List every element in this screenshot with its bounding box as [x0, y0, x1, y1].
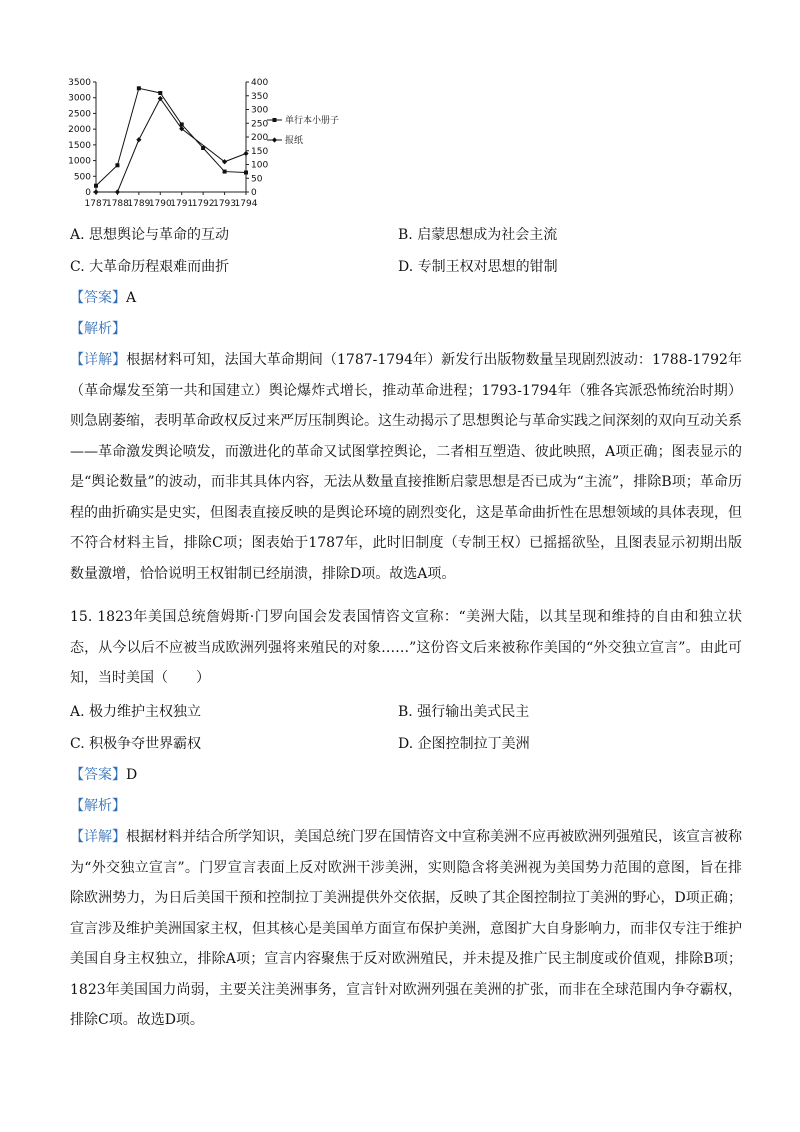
chart-series-lines	[96, 88, 246, 192]
q15-detail	[70, 822, 742, 1036]
series-1-point	[244, 171, 248, 175]
chart-markers	[93, 86, 248, 194]
right-tick-label: 300	[251, 105, 269, 116]
legend-label: 单行本小册子	[285, 116, 340, 126]
q14-detail-label: 【详解】	[70, 352, 127, 368]
left-tick-label: 1500	[68, 140, 91, 151]
series-2-point	[93, 189, 98, 194]
q14-option-a[interactable]: A. 思想舆论与革命的互动	[70, 227, 230, 243]
right-tick-label: 100	[251, 160, 269, 171]
series-2-point	[243, 151, 248, 156]
left-tick-label: 1000	[68, 156, 91, 167]
q14-answer-value: A	[126, 290, 137, 306]
right-tick-label: 0	[251, 188, 257, 198]
q15-answer	[70, 766, 137, 784]
x-tick-label: 1787	[84, 199, 108, 209]
x-tick-label: 1791	[170, 199, 194, 209]
q15-answer-label: 【答案】	[70, 767, 126, 783]
right-tick-label: 350	[251, 91, 269, 102]
x-tick-label: 1794	[234, 199, 258, 209]
left-tick-label: 2000	[68, 125, 91, 136]
right-tick-label: 250	[251, 119, 269, 130]
right-tick-label: 400	[251, 78, 269, 88]
right-tick-label: 50	[251, 174, 263, 185]
right-tick-label: 150	[251, 146, 269, 157]
q15-option-d[interactable]: D. 企图控制拉丁美洲	[398, 736, 530, 752]
q14-analysis-label: 【解析】	[70, 321, 126, 337]
q14-detail-text: 根据材料可知，法国大革命期间（1787-1794年）新发行出版物数量呈现剧烈波动：1788-1792年（革命爆发至第一共和国建立）舆论爆炸式增长，推动革命进程；1793-1794年（雅各宾派恐怖统治时期）则急剧萎缩，表明革命政权反过来严厉压制舆论。这生动揭示了思想舆论与革命实践之间深刻的双向互动关系——革命激发舆论喷发，而激进化的革命又试图掌控舆论，二者相互塑造、彼此映照，A项正确；图表显示的是“舆论数量”的波动，而非其具体内容，无法从数量直接推断启蒙思想是否已成为“主流”，排除B项；革命历程的曲折确实是史实，但图表直接反映的是舆论环境的剧烈变化，这是革命曲折性在思想领域的具体表现，但不符合材料主旨，排除C项；图表始于1787年，此时旧制度（专制王权）已摇摇欲坠，且图表显示初期出版数量激增，恰恰说明王权钳制已经崩溃，排除D项。故选A项。	[70, 352, 742, 582]
series-1-point	[180, 122, 184, 126]
q15-option-c[interactable]: C. 积极争夺世界霸权	[70, 736, 202, 752]
series-1-point	[115, 163, 119, 167]
legend-swatch-marker	[273, 118, 277, 122]
series-1-point	[223, 170, 227, 174]
series-2-point	[115, 189, 120, 194]
q15-answer-value: D	[126, 767, 138, 783]
left-tick-label: 2500	[68, 109, 91, 120]
q14-detail	[70, 345, 742, 589]
q15-option-a[interactable]: A. 极力维护主权独立	[70, 704, 202, 720]
chart-legend	[267, 114, 339, 146]
legend-swatch-marker	[272, 137, 277, 142]
left-tick-label: 500	[73, 172, 91, 183]
q14-answer-label: 【答案】	[70, 290, 126, 306]
series-1-point	[158, 91, 162, 95]
q14-option-b[interactable]: B. 启蒙思想成为社会主流	[398, 227, 558, 243]
x-tick-label: 1792	[191, 199, 215, 209]
q14-option-c[interactable]: C. 大革命历程艰难而曲折	[70, 259, 230, 275]
left-tick-label: 3000	[68, 93, 91, 104]
q15-stem: 15. 1823年美国总统詹姆斯·门罗向国会发表国情咨文宣称：“美洲大陆，以其呈现和维持的自由和独立状态，从今以后不应被当成欧洲列强将来殖民的对象……”这份咨文后来被称作美国的“外交独立宣言”。由此可知，当时美国（ ）	[70, 609, 742, 686]
publications-line-chart	[62, 72, 362, 222]
x-tick-label: 1793	[213, 199, 237, 209]
series-1-point	[137, 86, 141, 90]
q15-analysis-label: 【解析】	[70, 798, 126, 814]
q14-option-d[interactable]: D. 专制王权对思想的钳制	[398, 259, 558, 275]
series-2-point	[136, 137, 141, 142]
x-tick-label: 1790	[148, 199, 172, 209]
series-line-2	[96, 99, 246, 193]
x-tick-label: 1789	[127, 199, 151, 209]
q15-option-b[interactable]: B. 强行输出美式民主	[398, 704, 530, 720]
q14-answer	[70, 289, 136, 307]
left-tick-label: 0	[85, 188, 91, 198]
series-1-point	[94, 184, 98, 188]
chart-axes	[68, 78, 268, 209]
series-1-point	[201, 146, 205, 150]
right-tick-label: 200	[251, 133, 269, 143]
legend-label: 报纸	[285, 136, 304, 146]
q15-detail-label: 【详解】	[70, 829, 126, 845]
q15-detail-text: 根据材料并结合所学知识，美国总统门罗在国情咨文中宣称美洲不应再被欧洲列强殖民，该宣言被称为“外交独立宣言”。门罗宣言表面上反对欧洲干涉美洲，实则隐含将美洲视为美国势力范围的意图，旨在排除欧洲势力，为日后美国干预和控制拉丁美洲提供外交依据，反映了其企图控制拉丁美洲的野心，D项正确；宣言涉及维护美洲国家主权，但其核心是美国单方面宣布保护美洲，意图扩大自身影响力，而非仅专注于维护美国自身主权独立，排除A项；宣言内容聚焦于反对欧洲殖民，并未提及推广民主制度或价值观，排除B项；1823年美国国力尚弱，主要关注美洲事务，宣言针对欧洲列强在美洲的扩张，而非在全球范围内争夺霸权，排除C项。故选D项。	[70, 829, 742, 1028]
x-tick-label: 1788	[105, 199, 129, 209]
left-tick-label: 3500	[68, 78, 91, 88]
